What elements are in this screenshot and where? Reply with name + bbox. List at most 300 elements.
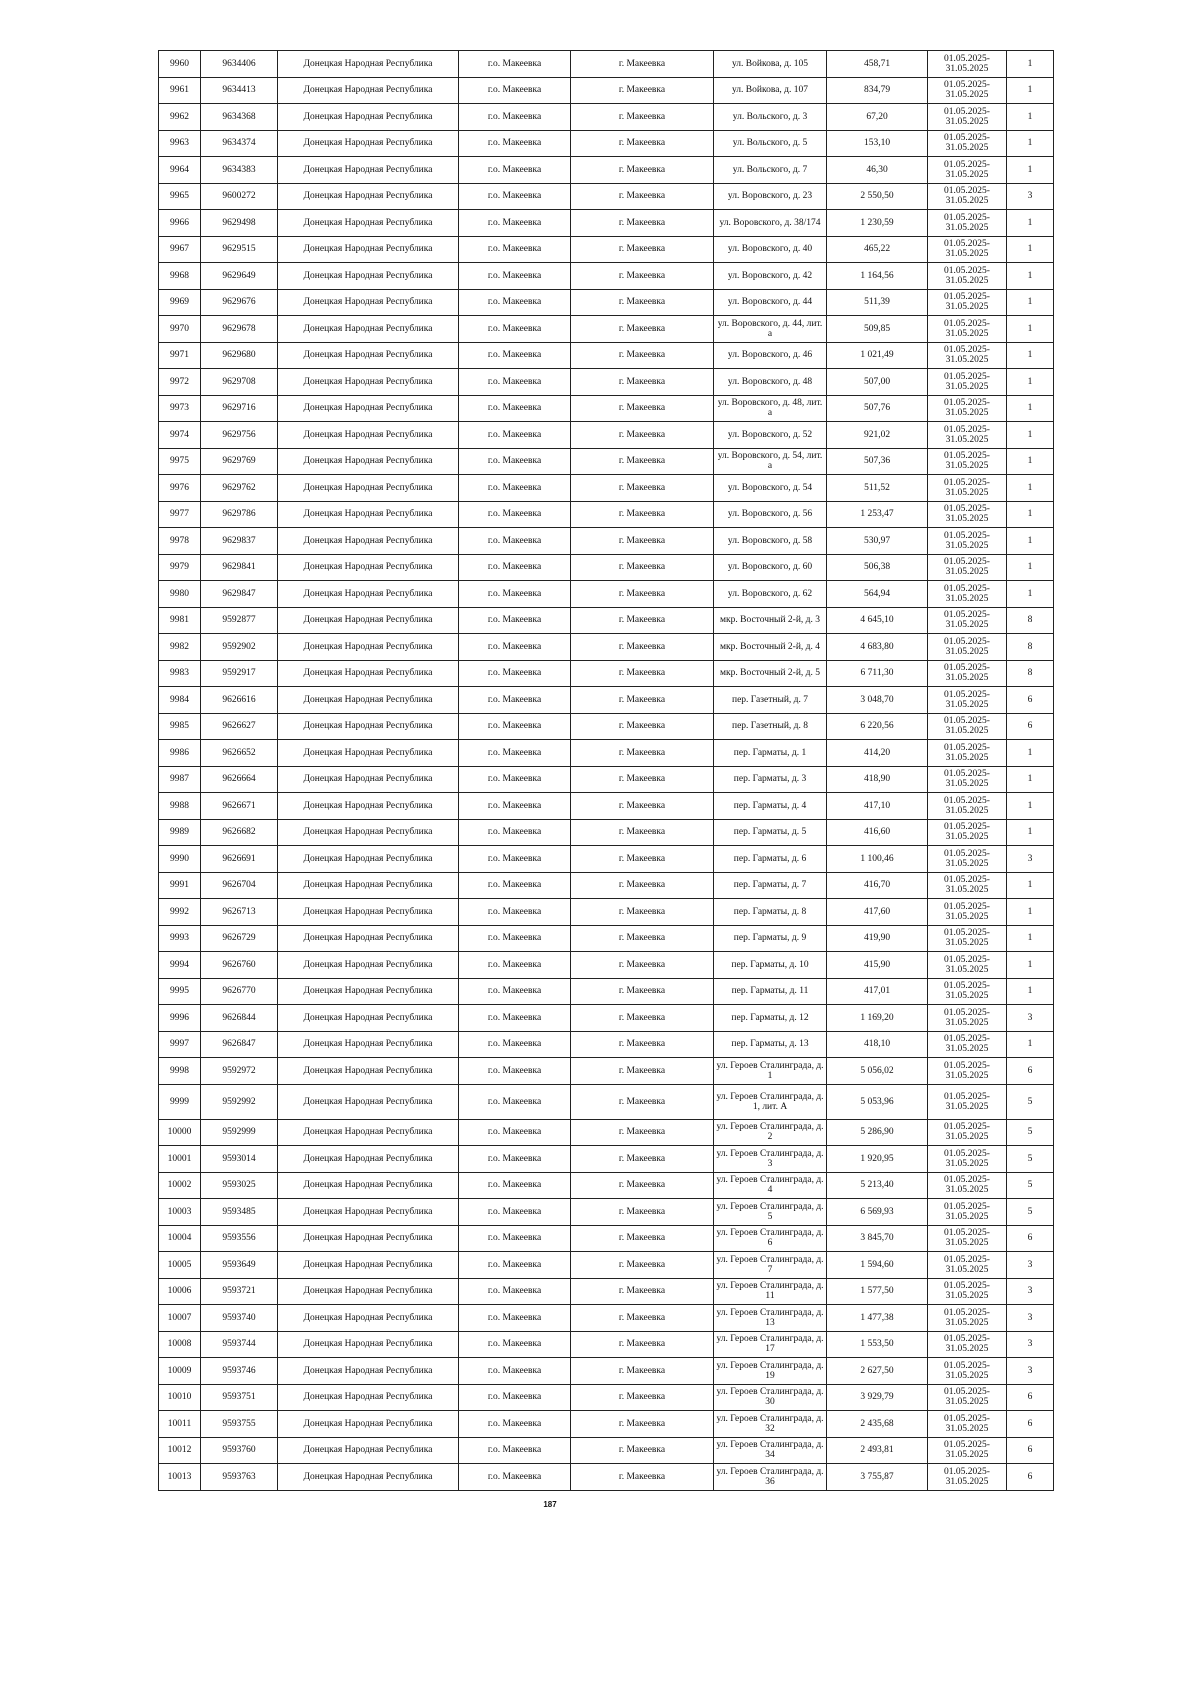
cell-address: ул. Героев Сталинграда, д. 34 xyxy=(714,1437,827,1464)
cell-address: пер. Гарматы, д. 5 xyxy=(714,819,827,846)
cell-period: 01.05.2025- 31.05.2025 xyxy=(928,846,1007,873)
cell-period: 01.05.2025- 31.05.2025 xyxy=(928,183,1007,210)
cell-n: 9990 xyxy=(159,846,201,873)
cell-city: г. Макеевка xyxy=(571,925,714,952)
cell-district: г.о. Макеевка xyxy=(459,157,571,184)
cell-city: г. Макеевка xyxy=(571,1464,714,1491)
cell-n: 9971 xyxy=(159,342,201,369)
cell-code: 9626627 xyxy=(201,713,278,740)
cell-area: 511,52 xyxy=(827,475,928,502)
cell-n: 9960 xyxy=(159,51,201,78)
cell-code: 9626847 xyxy=(201,1031,278,1058)
cell-area: 1 920,95 xyxy=(827,1146,928,1173)
cell-count: 5 xyxy=(1007,1172,1054,1199)
cell-region: Донецкая Народная Республика xyxy=(278,1119,459,1146)
cell-period: 01.05.2025- 31.05.2025 xyxy=(928,554,1007,581)
cell-period: 01.05.2025- 31.05.2025 xyxy=(928,210,1007,237)
cell-address: пер. Гарматы, д. 7 xyxy=(714,872,827,899)
cell-district: г.о. Макеевка xyxy=(459,1252,571,1279)
cell-city: г. Макеевка xyxy=(571,316,714,343)
table-row xyxy=(159,210,1054,237)
cell-area: 1 230,59 xyxy=(827,210,928,237)
cell-code: 9634383 xyxy=(201,157,278,184)
cell-code: 9629769 xyxy=(201,448,278,475)
cell-n: 9967 xyxy=(159,236,201,263)
cell-code: 9629708 xyxy=(201,369,278,396)
cell-period: 01.05.2025- 31.05.2025 xyxy=(928,77,1007,104)
cell-code: 9634406 xyxy=(201,51,278,78)
cell-address: ул. Воровского, д. 54, лит. а xyxy=(714,448,827,475)
cell-period: 01.05.2025- 31.05.2025 xyxy=(928,713,1007,740)
cell-period: 01.05.2025- 31.05.2025 xyxy=(928,448,1007,475)
cell-period: 01.05.2025- 31.05.2025 xyxy=(928,1358,1007,1385)
cell-period: 01.05.2025- 31.05.2025 xyxy=(928,1384,1007,1411)
cell-address: ул. Воровского, д. 56 xyxy=(714,501,827,528)
cell-city: г. Макеевка xyxy=(571,740,714,767)
cell-district: г.о. Макеевка xyxy=(459,925,571,952)
cell-address: мкр. Восточный 2-й, д. 4 xyxy=(714,634,827,661)
cell-count: 6 xyxy=(1007,687,1054,714)
cell-n: 10003 xyxy=(159,1199,201,1226)
cell-n: 9997 xyxy=(159,1031,201,1058)
cell-city: г. Макеевка xyxy=(571,51,714,78)
cell-code: 9593025 xyxy=(201,1172,278,1199)
cell-city: г. Макеевка xyxy=(571,528,714,555)
cell-period: 01.05.2025- 31.05.2025 xyxy=(928,766,1007,793)
cell-area: 1 553,50 xyxy=(827,1331,928,1358)
cell-address: ул. Воровского, д. 58 xyxy=(714,528,827,555)
cell-n: 9984 xyxy=(159,687,201,714)
cell-n: 9994 xyxy=(159,952,201,979)
cell-count: 1 xyxy=(1007,554,1054,581)
cell-region: Донецкая Народная Республика xyxy=(278,51,459,78)
cell-region: Донецкая Народная Республика xyxy=(278,183,459,210)
cell-city: г. Макеевка xyxy=(571,130,714,157)
cell-city: г. Макеевка xyxy=(571,1199,714,1226)
cell-city: г. Макеевка xyxy=(571,342,714,369)
cell-district: г.о. Макеевка xyxy=(459,316,571,343)
cell-count: 1 xyxy=(1007,104,1054,131)
cell-period: 01.05.2025- 31.05.2025 xyxy=(928,130,1007,157)
cell-city: г. Макеевка xyxy=(571,899,714,926)
table-row xyxy=(159,1358,1054,1385)
cell-count: 1 xyxy=(1007,422,1054,449)
cell-address: пер. Гарматы, д. 4 xyxy=(714,793,827,820)
cell-area: 1 577,50 xyxy=(827,1278,928,1305)
cell-n: 10007 xyxy=(159,1305,201,1332)
cell-district: г.о. Макеевка xyxy=(459,130,571,157)
cell-region: Донецкая Народная Республика xyxy=(278,1084,459,1119)
cell-area: 415,90 xyxy=(827,952,928,979)
cell-count: 6 xyxy=(1007,713,1054,740)
cell-region: Донецкая Народная Республика xyxy=(278,1146,459,1173)
cell-district: г.о. Макеевка xyxy=(459,210,571,237)
cell-area: 5 286,90 xyxy=(827,1119,928,1146)
cell-district: г.о. Макеевка xyxy=(459,846,571,873)
cell-n: 10001 xyxy=(159,1146,201,1173)
table-row xyxy=(159,130,1054,157)
cell-area: 507,36 xyxy=(827,448,928,475)
cell-address: ул. Вольского, д. 3 xyxy=(714,104,827,131)
cell-region: Донецкая Народная Республика xyxy=(278,157,459,184)
table-row xyxy=(159,793,1054,820)
cell-district: г.о. Макеевка xyxy=(459,1146,571,1173)
cell-n: 9978 xyxy=(159,528,201,555)
cell-city: г. Макеевка xyxy=(571,1146,714,1173)
table-row xyxy=(159,1031,1054,1058)
cell-code: 9629786 xyxy=(201,501,278,528)
cell-district: г.о. Макеевка xyxy=(459,1411,571,1438)
table-row xyxy=(159,1384,1054,1411)
cell-count: 3 xyxy=(1007,1305,1054,1332)
cell-area: 530,97 xyxy=(827,528,928,555)
cell-address: пер. Газетный, д. 7 xyxy=(714,687,827,714)
cell-address: ул. Воровского, д. 44, лит. а xyxy=(714,316,827,343)
cell-district: г.о. Макеевка xyxy=(459,1119,571,1146)
cell-city: г. Макеевка xyxy=(571,1058,714,1085)
cell-count: 5 xyxy=(1007,1119,1054,1146)
cell-period: 01.05.2025- 31.05.2025 xyxy=(928,1305,1007,1332)
cell-n: 10006 xyxy=(159,1278,201,1305)
cell-area: 2 627,50 xyxy=(827,1358,928,1385)
cell-district: г.о. Макеевка xyxy=(459,1331,571,1358)
cell-city: г. Макеевка xyxy=(571,687,714,714)
cell-region: Донецкая Народная Республика xyxy=(278,1199,459,1226)
table-row xyxy=(159,687,1054,714)
table-row xyxy=(159,660,1054,687)
cell-region: Донецкая Народная Республика xyxy=(278,448,459,475)
cell-count: 1 xyxy=(1007,528,1054,555)
cell-n: 9970 xyxy=(159,316,201,343)
cell-period: 01.05.2025- 31.05.2025 xyxy=(928,528,1007,555)
table-row xyxy=(159,422,1054,449)
cell-period: 01.05.2025- 31.05.2025 xyxy=(928,793,1007,820)
cell-district: г.о. Макеевка xyxy=(459,899,571,926)
cell-n: 9985 xyxy=(159,713,201,740)
cell-period: 01.05.2025- 31.05.2025 xyxy=(928,1119,1007,1146)
cell-count: 1 xyxy=(1007,448,1054,475)
cell-count: 1 xyxy=(1007,289,1054,316)
cell-address: пер. Гарматы, д. 12 xyxy=(714,1005,827,1032)
cell-count: 1 xyxy=(1007,793,1054,820)
cell-region: Донецкая Народная Республика xyxy=(278,1305,459,1332)
cell-code: 9593721 xyxy=(201,1278,278,1305)
cell-region: Донецкая Народная Республика xyxy=(278,952,459,979)
cell-district: г.о. Макеевка xyxy=(459,289,571,316)
cell-region: Донецкая Народная Республика xyxy=(278,369,459,396)
cell-district: г.о. Макеевка xyxy=(459,448,571,475)
cell-district: г.о. Макеевка xyxy=(459,501,571,528)
cell-district: г.о. Макеевка xyxy=(459,1305,571,1332)
table-row xyxy=(159,183,1054,210)
cell-n: 9999 xyxy=(159,1084,201,1119)
cell-region: Донецкая Народная Республика xyxy=(278,236,459,263)
cell-address: ул. Героев Сталинграда, д. 36 xyxy=(714,1464,827,1491)
cell-n: 10004 xyxy=(159,1225,201,1252)
cell-period: 01.05.2025- 31.05.2025 xyxy=(928,1146,1007,1173)
cell-city: г. Макеевка xyxy=(571,1005,714,1032)
cell-period: 01.05.2025- 31.05.2025 xyxy=(928,687,1007,714)
cell-address: ул. Воровского, д. 38/174 xyxy=(714,210,827,237)
cell-n: 9980 xyxy=(159,581,201,608)
cell-period: 01.05.2025- 31.05.2025 xyxy=(928,740,1007,767)
cell-area: 3 929,79 xyxy=(827,1384,928,1411)
cell-region: Донецкая Народная Республика xyxy=(278,342,459,369)
cell-city: г. Макеевка xyxy=(571,183,714,210)
cell-district: г.о. Макеевка xyxy=(459,554,571,581)
cell-n: 10005 xyxy=(159,1252,201,1279)
cell-region: Донецкая Народная Республика xyxy=(278,872,459,899)
cell-area: 834,79 xyxy=(827,77,928,104)
cell-count: 3 xyxy=(1007,1005,1054,1032)
cell-n: 9961 xyxy=(159,77,201,104)
cell-code: 9626616 xyxy=(201,687,278,714)
cell-area: 46,30 xyxy=(827,157,928,184)
cell-region: Донецкая Народная Республика xyxy=(278,1331,459,1358)
cell-address: ул. Войкова, д. 105 xyxy=(714,51,827,78)
cell-region: Донецкая Народная Республика xyxy=(278,1278,459,1305)
cell-area: 1 253,47 xyxy=(827,501,928,528)
cell-n: 9968 xyxy=(159,263,201,290)
cell-address: ул. Героев Сталинграда, д. 11 xyxy=(714,1278,827,1305)
cell-n: 9966 xyxy=(159,210,201,237)
cell-region: Донецкая Народная Республика xyxy=(278,581,459,608)
cell-n: 9973 xyxy=(159,395,201,422)
register-body xyxy=(159,51,1054,1491)
cell-period: 01.05.2025- 31.05.2025 xyxy=(928,1058,1007,1085)
cell-code: 9626652 xyxy=(201,740,278,767)
cell-address: ул. Героев Сталинграда, д. 13 xyxy=(714,1305,827,1332)
table-row xyxy=(159,978,1054,1005)
cell-code: 9593744 xyxy=(201,1331,278,1358)
table-row xyxy=(159,554,1054,581)
cell-count: 3 xyxy=(1007,183,1054,210)
cell-address: ул. Героев Сталинграда, д. 7 xyxy=(714,1252,827,1279)
cell-city: г. Макеевка xyxy=(571,1225,714,1252)
cell-count: 1 xyxy=(1007,475,1054,502)
cell-count: 8 xyxy=(1007,660,1054,687)
cell-period: 01.05.2025- 31.05.2025 xyxy=(928,607,1007,634)
cell-address: ул. Войкова, д. 107 xyxy=(714,77,827,104)
cell-area: 1 169,20 xyxy=(827,1005,928,1032)
cell-area: 416,70 xyxy=(827,872,928,899)
cell-code: 9593746 xyxy=(201,1358,278,1385)
cell-n: 9987 xyxy=(159,766,201,793)
cell-code: 9634368 xyxy=(201,104,278,131)
table-row xyxy=(159,1146,1054,1173)
cell-city: г. Макеевка xyxy=(571,157,714,184)
table-row xyxy=(159,1437,1054,1464)
cell-count: 1 xyxy=(1007,740,1054,767)
cell-district: г.о. Макеевка xyxy=(459,236,571,263)
cell-area: 3 048,70 xyxy=(827,687,928,714)
cell-region: Донецкая Народная Республика xyxy=(278,687,459,714)
cell-address: ул. Воровского, д. 23 xyxy=(714,183,827,210)
table-row xyxy=(159,1411,1054,1438)
cell-n: 9975 xyxy=(159,448,201,475)
cell-area: 1 021,49 xyxy=(827,342,928,369)
cell-period: 01.05.2025- 31.05.2025 xyxy=(928,872,1007,899)
cell-period: 01.05.2025- 31.05.2025 xyxy=(928,1084,1007,1119)
table-row xyxy=(159,316,1054,343)
cell-count: 1 xyxy=(1007,210,1054,237)
cell-city: г. Макеевка xyxy=(571,978,714,1005)
cell-n: 9979 xyxy=(159,554,201,581)
cell-n: 9964 xyxy=(159,157,201,184)
table-row xyxy=(159,77,1054,104)
cell-district: г.о. Макеевка xyxy=(459,1058,571,1085)
cell-code: 9629762 xyxy=(201,475,278,502)
cell-area: 564,94 xyxy=(827,581,928,608)
cell-address: ул. Героев Сталинграда, д. 19 xyxy=(714,1358,827,1385)
cell-city: г. Макеевка xyxy=(571,713,714,740)
cell-city: г. Макеевка xyxy=(571,263,714,290)
cell-district: г.о. Макеевка xyxy=(459,1384,571,1411)
cell-n: 9982 xyxy=(159,634,201,661)
table-row xyxy=(159,1172,1054,1199)
cell-code: 9626704 xyxy=(201,872,278,899)
cell-district: г.о. Макеевка xyxy=(459,581,571,608)
cell-code: 9629676 xyxy=(201,289,278,316)
cell-city: г. Макеевка xyxy=(571,395,714,422)
cell-district: г.о. Макеевка xyxy=(459,634,571,661)
cell-city: г. Макеевка xyxy=(571,660,714,687)
cell-count: 1 xyxy=(1007,236,1054,263)
cell-address: ул. Воровского, д. 42 xyxy=(714,263,827,290)
cell-area: 458,71 xyxy=(827,51,928,78)
register-table xyxy=(158,50,1054,1491)
cell-region: Донецкая Народная Республика xyxy=(278,1437,459,1464)
cell-region: Донецкая Народная Республика xyxy=(278,104,459,131)
table-row xyxy=(159,1278,1054,1305)
cell-code: 9593740 xyxy=(201,1305,278,1332)
cell-district: г.о. Макеевка xyxy=(459,660,571,687)
cell-period: 01.05.2025- 31.05.2025 xyxy=(928,236,1007,263)
cell-city: г. Макеевка xyxy=(571,289,714,316)
table-row xyxy=(159,1084,1054,1119)
cell-address: ул. Воровского, д. 52 xyxy=(714,422,827,449)
cell-count: 3 xyxy=(1007,846,1054,873)
cell-code: 9592992 xyxy=(201,1084,278,1119)
cell-area: 507,76 xyxy=(827,395,928,422)
cell-city: г. Макеевка xyxy=(571,210,714,237)
cell-area: 417,60 xyxy=(827,899,928,926)
table-row xyxy=(159,1464,1054,1491)
cell-region: Донецкая Народная Республика xyxy=(278,554,459,581)
cell-area: 5 053,96 xyxy=(827,1084,928,1119)
cell-district: г.о. Макеевка xyxy=(459,872,571,899)
cell-address: ул. Героев Сталинграда, д. 4 xyxy=(714,1172,827,1199)
cell-region: Донецкая Народная Республика xyxy=(278,210,459,237)
cell-region: Донецкая Народная Республика xyxy=(278,528,459,555)
cell-code: 9629498 xyxy=(201,210,278,237)
cell-address: ул. Героев Сталинграда, д. 3 xyxy=(714,1146,827,1173)
cell-city: г. Макеевка xyxy=(571,1031,714,1058)
table-row xyxy=(159,952,1054,979)
cell-region: Донецкая Народная Республика xyxy=(278,475,459,502)
cell-n: 10008 xyxy=(159,1331,201,1358)
cell-region: Донецкая Народная Республика xyxy=(278,660,459,687)
cell-address: пер. Гарматы, д. 13 xyxy=(714,1031,827,1058)
table-row xyxy=(159,104,1054,131)
cell-code: 9629515 xyxy=(201,236,278,263)
cell-count: 3 xyxy=(1007,1331,1054,1358)
cell-period: 01.05.2025- 31.05.2025 xyxy=(928,634,1007,661)
cell-period: 01.05.2025- 31.05.2025 xyxy=(928,978,1007,1005)
cell-code: 9600272 xyxy=(201,183,278,210)
cell-address: ул. Воровского, д. 44 xyxy=(714,289,827,316)
cell-area: 414,20 xyxy=(827,740,928,767)
cell-code: 9592917 xyxy=(201,660,278,687)
cell-city: г. Макеевка xyxy=(571,1384,714,1411)
cell-count: 5 xyxy=(1007,1146,1054,1173)
cell-period: 01.05.2025- 31.05.2025 xyxy=(928,475,1007,502)
cell-n: 9981 xyxy=(159,607,201,634)
cell-region: Донецкая Народная Республика xyxy=(278,1252,459,1279)
cell-period: 01.05.2025- 31.05.2025 xyxy=(928,899,1007,926)
cell-district: г.о. Макеевка xyxy=(459,1084,571,1119)
cell-period: 01.05.2025- 31.05.2025 xyxy=(928,157,1007,184)
cell-count: 1 xyxy=(1007,925,1054,952)
cell-period: 01.05.2025- 31.05.2025 xyxy=(928,1005,1007,1032)
cell-district: г.о. Макеевка xyxy=(459,395,571,422)
cell-count: 1 xyxy=(1007,899,1054,926)
cell-code: 9593014 xyxy=(201,1146,278,1173)
cell-area: 6 569,93 xyxy=(827,1199,928,1226)
table-row xyxy=(159,1252,1054,1279)
table-row xyxy=(159,581,1054,608)
table-row xyxy=(159,740,1054,767)
cell-address: ул. Воровского, д. 48, лит. а xyxy=(714,395,827,422)
cell-n: 9998 xyxy=(159,1058,201,1085)
cell-code: 9629678 xyxy=(201,316,278,343)
cell-region: Донецкая Народная Республика xyxy=(278,1031,459,1058)
cell-address: ул. Воровского, д. 46 xyxy=(714,342,827,369)
cell-n: 9969 xyxy=(159,289,201,316)
cell-area: 2 435,68 xyxy=(827,1411,928,1438)
cell-address: ул. Героев Сталинграда, д. 32 xyxy=(714,1411,827,1438)
cell-n: 9974 xyxy=(159,422,201,449)
table-row xyxy=(159,607,1054,634)
cell-city: г. Макеевка xyxy=(571,1278,714,1305)
cell-count: 6 xyxy=(1007,1464,1054,1491)
cell-region: Донецкая Народная Республика xyxy=(278,899,459,926)
cell-count: 1 xyxy=(1007,369,1054,396)
cell-period: 01.05.2025- 31.05.2025 xyxy=(928,1199,1007,1226)
cell-district: г.о. Макеевка xyxy=(459,104,571,131)
cell-code: 9592902 xyxy=(201,634,278,661)
cell-city: г. Макеевка xyxy=(571,1331,714,1358)
cell-n: 10002 xyxy=(159,1172,201,1199)
cell-district: г.о. Макеевка xyxy=(459,1031,571,1058)
cell-district: г.о. Макеевка xyxy=(459,766,571,793)
cell-period: 01.05.2025- 31.05.2025 xyxy=(928,1331,1007,1358)
cell-count: 3 xyxy=(1007,1278,1054,1305)
cell-city: г. Макеевка xyxy=(571,581,714,608)
cell-city: г. Макеевка xyxy=(571,422,714,449)
cell-code: 9634374 xyxy=(201,130,278,157)
cell-region: Донецкая Народная Республика xyxy=(278,130,459,157)
cell-city: г. Макеевка xyxy=(571,952,714,979)
table-row xyxy=(159,342,1054,369)
cell-city: г. Макеевка xyxy=(571,369,714,396)
cell-city: г. Макеевка xyxy=(571,607,714,634)
cell-period: 01.05.2025- 31.05.2025 xyxy=(928,501,1007,528)
cell-count: 5 xyxy=(1007,1084,1054,1119)
cell-count: 1 xyxy=(1007,581,1054,608)
cell-district: г.о. Макеевка xyxy=(459,528,571,555)
cell-n: 10011 xyxy=(159,1411,201,1438)
